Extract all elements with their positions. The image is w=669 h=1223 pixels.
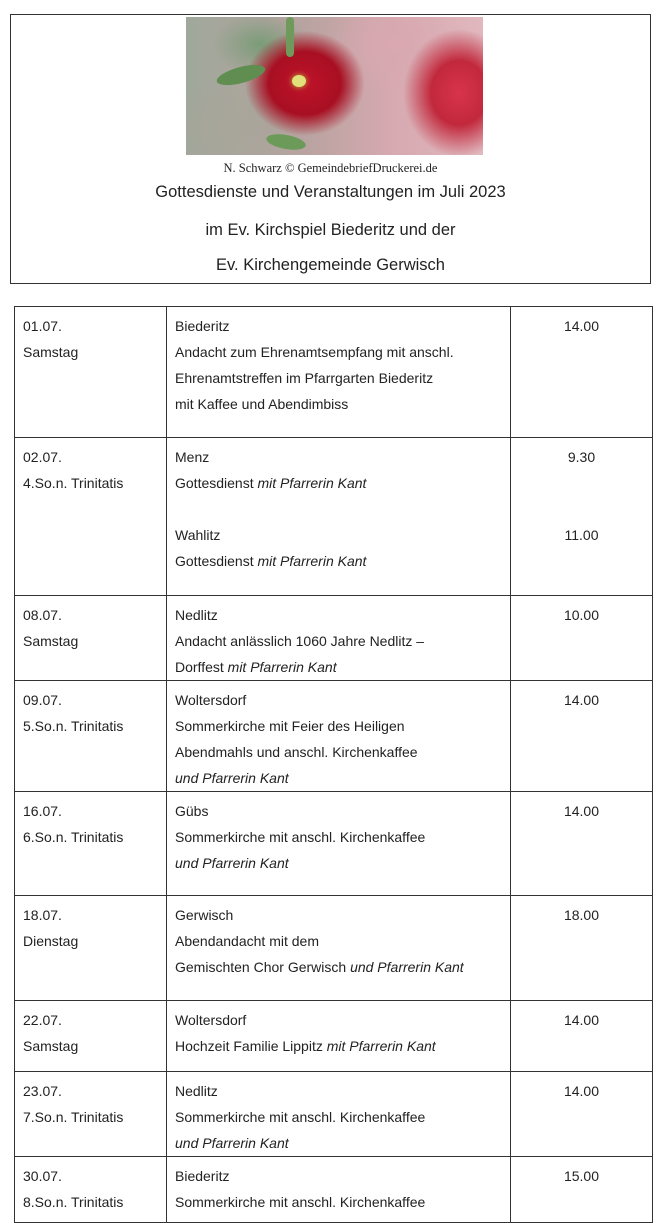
date-cell xyxy=(15,307,167,438)
date: 02.07. xyxy=(23,449,62,465)
table-row xyxy=(15,1072,653,1157)
date-cell xyxy=(15,681,167,792)
event-description-line xyxy=(175,1130,502,1156)
event-time: 18.00 xyxy=(563,907,600,923)
event-description-line xyxy=(175,1104,502,1130)
flower-stem xyxy=(286,17,294,57)
event-time: 14.00 xyxy=(563,803,600,819)
spacer xyxy=(175,496,502,522)
date: 01.07. xyxy=(23,318,62,334)
date: 23.07. xyxy=(23,1083,62,1099)
description-italic: mit Pfarrerin Kant xyxy=(326,1038,436,1054)
description-text: Andacht zum Ehrenamtsempfang mit anschl. xyxy=(175,344,454,360)
date-cell xyxy=(15,896,167,1001)
time-cell xyxy=(511,438,653,596)
spacer xyxy=(519,470,644,496)
day-label: 7.So.n. Trinitatis xyxy=(23,1109,124,1125)
time-cell xyxy=(511,596,653,681)
description-text: Ehrenamtstreffen im Pfarrgarten Biederitz xyxy=(175,370,434,386)
flower-center xyxy=(292,75,306,87)
date: 08.07. xyxy=(23,607,62,623)
event-description-line xyxy=(175,824,502,850)
table-row xyxy=(15,438,653,596)
description-text: Sommerkirche mit Feier des Heiligen xyxy=(175,718,405,734)
event-place: Woltersdorf xyxy=(175,1012,247,1028)
hollyhock-flower-photo-icon xyxy=(186,17,483,155)
date: 09.07. xyxy=(23,692,62,708)
event-description-line xyxy=(175,548,502,574)
description-text: Sommerkirche mit anschl. Kirchenkaffee xyxy=(175,829,426,845)
event-time: 14.00 xyxy=(563,318,600,334)
event-description-line xyxy=(175,765,502,791)
title-line-2: im Ev. Kirchspiel Biederitz und der xyxy=(205,221,456,239)
event-time: 15.00 xyxy=(563,1168,600,1184)
date-cell xyxy=(15,1072,167,1157)
table-row xyxy=(15,596,653,681)
description-italic: und Pfarrerin Kant xyxy=(175,1135,289,1151)
time-cell xyxy=(511,307,653,438)
time-cell xyxy=(511,1157,653,1223)
event-cell xyxy=(167,792,511,896)
date: 30.07. xyxy=(23,1168,62,1184)
date: 16.07. xyxy=(23,803,62,819)
event-place: Biederitz xyxy=(175,1168,230,1184)
event-cell xyxy=(167,1072,511,1157)
event-place: Wahlitz xyxy=(175,527,221,543)
event-description-line xyxy=(175,713,502,739)
event-cell xyxy=(167,596,511,681)
table-row xyxy=(15,896,653,1001)
date-cell xyxy=(15,1157,167,1223)
description-italic: und Pfarrerin Kant xyxy=(175,855,289,871)
day-label: Dienstag xyxy=(23,933,79,949)
time-cell xyxy=(511,792,653,896)
time-cell xyxy=(511,896,653,1001)
event-description-line xyxy=(175,1033,502,1059)
description-text: Abendandacht mit dem xyxy=(175,933,319,949)
description-text: Sommerkirche mit anschl. Kirchenkaffee xyxy=(175,1109,426,1125)
title-line-1: Gottesdienste und Veranstaltungen im Juli 2023 xyxy=(155,183,506,201)
time-cell xyxy=(511,1072,653,1157)
description-text: Gottesdienst xyxy=(175,553,258,569)
description-text: Abendmahls und anschl. Kirchenkaffee xyxy=(175,744,418,760)
event-place: Gerwisch xyxy=(175,907,234,923)
flower-leaf xyxy=(215,61,267,89)
event-place: Biederitz xyxy=(175,318,230,334)
event-time: 9.30 xyxy=(567,449,596,465)
day-label: Samstag xyxy=(23,633,79,649)
date: 22.07. xyxy=(23,1012,62,1028)
event-description-line xyxy=(175,391,502,417)
event-cell xyxy=(167,307,511,438)
event-cell xyxy=(167,681,511,792)
event-description-line xyxy=(175,654,502,680)
description-italic: mit Pfarrerin Kant xyxy=(257,553,367,569)
description-text: mit Kaffee und Abendimbiss xyxy=(175,396,349,412)
event-description-line xyxy=(175,628,502,654)
description-text: Dorffest xyxy=(175,659,228,675)
table-row xyxy=(15,681,653,792)
event-description-line xyxy=(175,739,502,765)
photo-credit: N. Schwarz © GemeindebriefDruckerei.de xyxy=(223,161,438,175)
event-description-line xyxy=(175,928,502,954)
description-italic: und Pfarrerin Kant xyxy=(175,770,289,786)
day-label: Samstag xyxy=(23,1038,79,1054)
description-text: Gemischten Chor Gerwisch xyxy=(175,959,351,975)
event-time: 14.00 xyxy=(563,1083,600,1099)
day-label: 4.So.n. Trinitatis xyxy=(23,475,124,491)
event-description-line xyxy=(175,850,502,876)
description-italic: mit Pfarrerin Kant xyxy=(227,659,337,675)
event-cell xyxy=(167,1157,511,1223)
title-line-3: Ev. Kirchengemeinde Gerwisch xyxy=(216,256,445,274)
event-cell xyxy=(167,1001,511,1072)
day-label: Samstag xyxy=(23,344,79,360)
event-time: 14.00 xyxy=(563,692,600,708)
table-row xyxy=(15,792,653,896)
header-box xyxy=(10,14,651,284)
date-cell xyxy=(15,1001,167,1072)
event-time: 11.00 xyxy=(564,527,599,543)
event-cell xyxy=(167,438,511,596)
date-cell xyxy=(15,792,167,896)
event-description-line xyxy=(175,1189,502,1215)
date-cell xyxy=(15,438,167,596)
event-time: 14.00 xyxy=(563,1012,600,1028)
event-description-line xyxy=(175,954,502,980)
table-row xyxy=(15,307,653,438)
flower-leaf xyxy=(265,132,307,153)
table-row xyxy=(15,1157,653,1223)
event-time: 10.00 xyxy=(563,607,600,623)
event-place: Nedlitz xyxy=(175,607,218,623)
description-text: Hochzeit Familie Lippitz xyxy=(175,1038,327,1054)
schedule-table xyxy=(14,306,653,1223)
day-label: 5.So.n. Trinitatis xyxy=(23,718,124,734)
description-italic: mit Pfarrerin Kant xyxy=(257,475,367,491)
description-text: Andacht anlässlich 1060 Jahre Nedlitz – xyxy=(175,633,425,649)
day-label: 8.So.n. Trinitatis xyxy=(23,1194,124,1210)
description-text: Sommerkirche mit anschl. Kirchenkaffee xyxy=(175,1194,426,1210)
event-place: Gübs xyxy=(175,803,209,819)
time-cell xyxy=(511,1001,653,1072)
event-cell xyxy=(167,896,511,1001)
time-cell xyxy=(511,681,653,792)
description-italic: und Pfarrerin Kant xyxy=(350,959,464,975)
event-place: Menz xyxy=(175,449,210,465)
event-description-line xyxy=(175,470,502,496)
event-place: Nedlitz xyxy=(175,1083,218,1099)
event-description-line xyxy=(175,365,502,391)
description-text: Gottesdienst xyxy=(175,475,258,491)
event-description-line xyxy=(175,339,502,365)
event-place: Woltersdorf xyxy=(175,692,247,708)
date-cell xyxy=(15,596,167,681)
day-label: 6.So.n. Trinitatis xyxy=(23,829,124,845)
table-row xyxy=(15,1001,653,1072)
spacer xyxy=(519,496,644,522)
date: 18.07. xyxy=(23,907,62,923)
